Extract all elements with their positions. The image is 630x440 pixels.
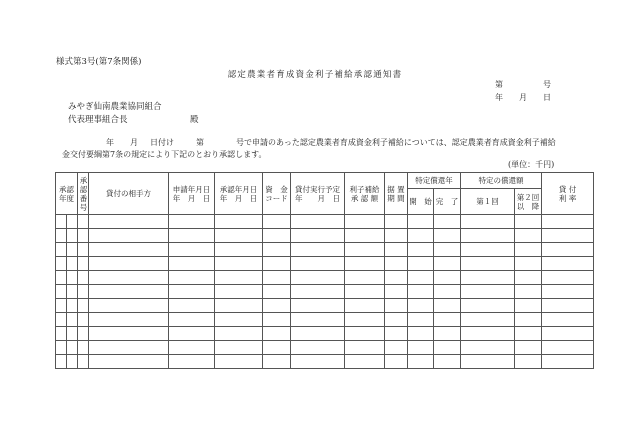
cell-approval-year-b[interactable]	[67, 271, 78, 285]
cell-approval-date[interactable]	[215, 313, 263, 327]
cell-planned-loan-date[interactable]	[291, 299, 345, 313]
table-row	[56, 313, 594, 327]
cell-approval-year-b[interactable]	[67, 355, 78, 369]
table-row	[56, 271, 594, 285]
table-row	[56, 243, 594, 257]
cell-approval-year-b[interactable]	[67, 215, 78, 229]
header-period-start: 開 始	[408, 189, 434, 215]
cell-application-date[interactable]	[169, 299, 215, 313]
cell-fund-code[interactable]	[263, 229, 291, 243]
body-paragraph-line-1	[100, 138, 556, 148]
cell-fund-code[interactable]	[263, 285, 291, 299]
cell-subsidy-amount[interactable]	[345, 243, 385, 257]
cell-amount-later[interactable]	[515, 327, 542, 341]
cell-approval-date[interactable]	[215, 271, 263, 285]
cell-approval-year-b[interactable]	[67, 327, 78, 341]
header-subsidy-amount: 利子補給 承 認 額	[345, 173, 385, 215]
cell-planned-loan-date[interactable]	[291, 341, 345, 355]
cell-amount-first[interactable]	[461, 355, 515, 369]
cell-planned-loan-date[interactable]	[291, 229, 345, 243]
cell-loan-rate[interactable]	[542, 271, 594, 285]
cell-period-start[interactable]	[408, 299, 434, 313]
cell-amount-first[interactable]	[461, 257, 515, 271]
header-special-repayment-amount: 特定の償還額	[461, 173, 542, 189]
cell-period-end[interactable]	[434, 313, 461, 327]
cell-loan-rate[interactable]	[542, 243, 594, 257]
cell-period-start[interactable]	[408, 341, 434, 355]
header-approval-number: 承認 番号	[78, 173, 89, 215]
cell-borrower[interactable]	[89, 271, 169, 285]
cell-approval-year-b[interactable]	[67, 313, 78, 327]
cell-deferment-period[interactable]	[385, 327, 408, 341]
cell-amount-later[interactable]	[515, 285, 542, 299]
cell-amount-later[interactable]	[515, 341, 542, 355]
cell-approval-year-a[interactable]	[56, 299, 67, 313]
cell-approval-number[interactable]	[78, 271, 89, 285]
issue-date-month: 月	[519, 93, 527, 102]
cell-amount-later[interactable]	[515, 243, 542, 257]
cell-borrower[interactable]	[89, 285, 169, 299]
cell-fund-code[interactable]	[263, 257, 291, 271]
cell-approval-year-a[interactable]	[56, 229, 67, 243]
recipient-honorific: 殿	[190, 115, 199, 125]
cell-period-start[interactable]	[408, 327, 434, 341]
cell-planned-loan-date[interactable]	[291, 313, 345, 327]
table-row	[56, 341, 594, 355]
cell-approval-year-a[interactable]	[56, 215, 67, 229]
cell-period-end[interactable]	[434, 299, 461, 313]
cell-deferment-period[interactable]	[385, 215, 408, 229]
cell-approval-year-b[interactable]	[67, 299, 78, 313]
cell-period-end[interactable]	[434, 257, 461, 271]
table-row	[56, 285, 594, 299]
cell-approval-date[interactable]	[215, 257, 263, 271]
cell-borrower[interactable]	[89, 243, 169, 257]
body-day-suffix: 日付け	[150, 138, 174, 147]
cell-period-end[interactable]	[434, 229, 461, 243]
cell-amount-first[interactable]	[461, 299, 515, 313]
cell-borrower[interactable]	[89, 229, 169, 243]
cell-approval-number[interactable]	[78, 327, 89, 341]
cell-amount-later[interactable]	[515, 299, 542, 313]
cell-borrower[interactable]	[89, 313, 169, 327]
cell-period-end[interactable]	[434, 215, 461, 229]
cell-subsidy-amount[interactable]	[345, 285, 385, 299]
cell-approval-date[interactable]	[215, 215, 263, 229]
cell-approval-year-a[interactable]	[56, 243, 67, 257]
cell-amount-first[interactable]	[461, 229, 515, 243]
cell-fund-code[interactable]	[263, 271, 291, 285]
cell-approval-number[interactable]	[78, 243, 89, 257]
cell-fund-code[interactable]	[263, 313, 291, 327]
cell-borrower[interactable]	[89, 257, 169, 271]
cell-planned-loan-date[interactable]	[291, 243, 345, 257]
cell-deferment-period[interactable]	[385, 285, 408, 299]
cell-amount-first[interactable]	[461, 243, 515, 257]
cell-deferment-period[interactable]	[385, 229, 408, 243]
cell-amount-first[interactable]	[461, 285, 515, 299]
cell-loan-rate[interactable]	[542, 313, 594, 327]
header-deferment-period: 据 置 期 間	[385, 173, 408, 215]
cell-borrower[interactable]	[89, 215, 169, 229]
cell-approval-year-b[interactable]	[67, 285, 78, 299]
cell-application-date[interactable]	[169, 215, 215, 229]
cell-fund-code[interactable]	[263, 341, 291, 355]
cell-approval-year-b[interactable]	[67, 243, 78, 257]
cell-loan-rate[interactable]	[542, 257, 594, 271]
cell-loan-rate[interactable]	[542, 285, 594, 299]
header-planned-loan-date: 貸付実行予定 年 月 日	[291, 173, 345, 215]
cell-fund-code[interactable]	[263, 355, 291, 369]
cell-application-date[interactable]	[169, 327, 215, 341]
header-period-end: 完 了	[434, 189, 461, 215]
cell-period-end[interactable]	[434, 355, 461, 369]
cell-borrower[interactable]	[89, 355, 169, 369]
header-borrower: 貸付の相手方	[89, 173, 169, 215]
table-row	[56, 257, 594, 271]
cell-amount-first[interactable]	[461, 271, 515, 285]
cell-planned-loan-date[interactable]	[291, 355, 345, 369]
header-loan-rate: 貸 付 利 率	[542, 173, 594, 215]
header-amount-first: 第１回	[461, 189, 515, 215]
cell-planned-loan-date[interactable]	[291, 271, 345, 285]
cell-subsidy-amount[interactable]	[345, 215, 385, 229]
cell-borrower[interactable]	[89, 299, 169, 313]
header-approval-date: 承認年月日 年 月 日	[215, 173, 263, 215]
form-number: 様式第3号(第7条関係)	[56, 57, 142, 67]
cell-subsidy-amount[interactable]	[345, 257, 385, 271]
cell-application-date[interactable]	[169, 257, 215, 271]
cell-amount-later[interactable]	[515, 313, 542, 327]
body-number-prefix: 第	[196, 138, 204, 147]
cell-application-date[interactable]	[169, 229, 215, 243]
cell-planned-loan-date[interactable]	[291, 285, 345, 299]
cell-loan-rate[interactable]	[542, 229, 594, 243]
cell-approval-year-a[interactable]	[56, 285, 67, 299]
cell-period-end[interactable]	[434, 243, 461, 257]
cell-subsidy-amount[interactable]	[345, 313, 385, 327]
table-row	[56, 215, 594, 229]
cell-application-date[interactable]	[169, 285, 215, 299]
grant-table-body	[56, 215, 594, 369]
cell-amount-later[interactable]	[515, 215, 542, 229]
cell-deferment-period[interactable]	[385, 271, 408, 285]
header-special-repayment-year: 特定償還年	[408, 173, 461, 189]
cell-planned-loan-date[interactable]	[291, 215, 345, 229]
cell-approval-date[interactable]	[215, 327, 263, 341]
cell-period-end[interactable]	[434, 271, 461, 285]
table-row	[56, 355, 594, 369]
issue-date-year: 年	[495, 93, 503, 102]
cell-approval-year-a[interactable]	[56, 341, 67, 355]
cell-fund-code[interactable]	[263, 327, 291, 341]
cell-loan-rate[interactable]	[542, 355, 594, 369]
cell-approval-year-a[interactable]	[56, 257, 67, 271]
cell-approval-year-a[interactable]	[56, 355, 67, 369]
cell-approval-number[interactable]	[78, 215, 89, 229]
cell-loan-rate[interactable]	[542, 341, 594, 355]
cell-application-date[interactable]	[169, 355, 215, 369]
cell-amount-first[interactable]	[461, 215, 515, 229]
cell-period-end[interactable]	[434, 285, 461, 299]
cell-application-date[interactable]	[169, 341, 215, 355]
cell-amount-first[interactable]	[461, 341, 515, 355]
cell-approval-date[interactable]	[215, 229, 263, 243]
cell-amount-later[interactable]	[515, 229, 542, 243]
cell-approval-year-a[interactable]	[56, 313, 67, 327]
cell-loan-rate[interactable]	[542, 299, 594, 313]
cell-deferment-period[interactable]	[385, 243, 408, 257]
cell-period-start[interactable]	[408, 285, 434, 299]
cell-approval-number[interactable]	[78, 229, 89, 243]
issue-date-day: 日	[543, 93, 551, 102]
table-row	[56, 229, 594, 243]
body-year: 年	[106, 138, 114, 147]
cell-approval-number[interactable]	[78, 299, 89, 313]
cell-deferment-period[interactable]	[385, 299, 408, 313]
cell-approval-year-a[interactable]	[56, 271, 67, 285]
cell-amount-later[interactable]	[515, 257, 542, 271]
cell-approval-year-b[interactable]	[67, 257, 78, 271]
cell-application-date[interactable]	[169, 313, 215, 327]
body-paragraph-line-2: 金交付要綱第7条の規定により下記のとおり承認します。	[62, 150, 267, 159]
cell-amount-first[interactable]	[461, 313, 515, 327]
cell-deferment-period[interactable]	[385, 341, 408, 355]
cell-period-start[interactable]	[408, 243, 434, 257]
recipient-organization: みやぎ仙南農業協同組合	[68, 102, 162, 112]
unit-label: (単位：千円)	[508, 160, 555, 169]
cell-period-end[interactable]	[434, 341, 461, 355]
document-title: 認定農業者育成資金利子補給承認通知書	[227, 70, 403, 80]
cell-amount-first[interactable]	[461, 327, 515, 341]
cell-amount-later[interactable]	[515, 271, 542, 285]
cell-loan-rate[interactable]	[542, 327, 594, 341]
cell-planned-loan-date[interactable]	[291, 257, 345, 271]
cell-approval-date[interactable]	[215, 341, 263, 355]
header-fund-code: 資 金 コード	[263, 173, 291, 215]
cell-approval-number[interactable]	[78, 341, 89, 355]
cell-borrower[interactable]	[89, 341, 169, 355]
cell-deferment-period[interactable]	[385, 313, 408, 327]
cell-deferment-period[interactable]	[385, 355, 408, 369]
table-row	[56, 299, 594, 313]
cell-subsidy-amount[interactable]	[345, 271, 385, 285]
cell-loan-rate[interactable]	[542, 215, 594, 229]
cell-amount-later[interactable]	[515, 355, 542, 369]
cell-application-date[interactable]	[169, 271, 215, 285]
recipient-title: 代表理事組合長	[68, 115, 128, 125]
grant-table	[55, 172, 594, 369]
body-month: 月	[130, 138, 138, 147]
cell-period-end[interactable]	[434, 327, 461, 341]
cell-subsidy-amount[interactable]	[345, 299, 385, 313]
cell-approval-number[interactable]	[78, 285, 89, 299]
cell-approval-number[interactable]	[78, 257, 89, 271]
cell-fund-code[interactable]	[263, 299, 291, 313]
cell-subsidy-amount[interactable]	[345, 327, 385, 341]
cell-approval-date[interactable]	[215, 243, 263, 257]
document-number-suffix: 号	[543, 80, 551, 89]
cell-approval-number[interactable]	[78, 355, 89, 369]
table-row	[56, 327, 594, 341]
cell-deferment-period[interactable]	[385, 257, 408, 271]
cell-approval-year-a[interactable]	[56, 327, 67, 341]
cell-approval-date[interactable]	[215, 355, 263, 369]
cell-period-start[interactable]	[408, 257, 434, 271]
cell-borrower[interactable]	[89, 327, 169, 341]
cell-approval-year-b[interactable]	[67, 341, 78, 355]
cell-fund-code[interactable]	[263, 215, 291, 229]
cell-period-start[interactable]	[408, 271, 434, 285]
cell-period-start[interactable]	[408, 215, 434, 229]
cell-subsidy-amount[interactable]	[345, 355, 385, 369]
cell-approval-date[interactable]	[215, 299, 263, 313]
header-approval-year: 承認 年度	[56, 173, 78, 215]
cell-approval-year-b[interactable]	[67, 229, 78, 243]
cell-approval-number[interactable]	[78, 313, 89, 327]
cell-subsidy-amount[interactable]	[345, 341, 385, 355]
cell-period-start[interactable]	[408, 355, 434, 369]
header-application-date: 申請年月日 年 月 日	[169, 173, 215, 215]
body-text: 号で申請のあった認定農業者育成資金利子補給については、認定農業者育成資金利子補給	[236, 138, 556, 147]
cell-approval-date[interactable]	[215, 285, 263, 299]
cell-application-date[interactable]	[169, 243, 215, 257]
document-number-label: 第	[495, 80, 503, 89]
cell-subsidy-amount[interactable]	[345, 229, 385, 243]
cell-fund-code[interactable]	[263, 243, 291, 257]
cell-period-start[interactable]	[408, 313, 434, 327]
cell-planned-loan-date[interactable]	[291, 327, 345, 341]
header-amount-later: 第２回 以 降	[515, 189, 542, 215]
cell-period-start[interactable]	[408, 229, 434, 243]
